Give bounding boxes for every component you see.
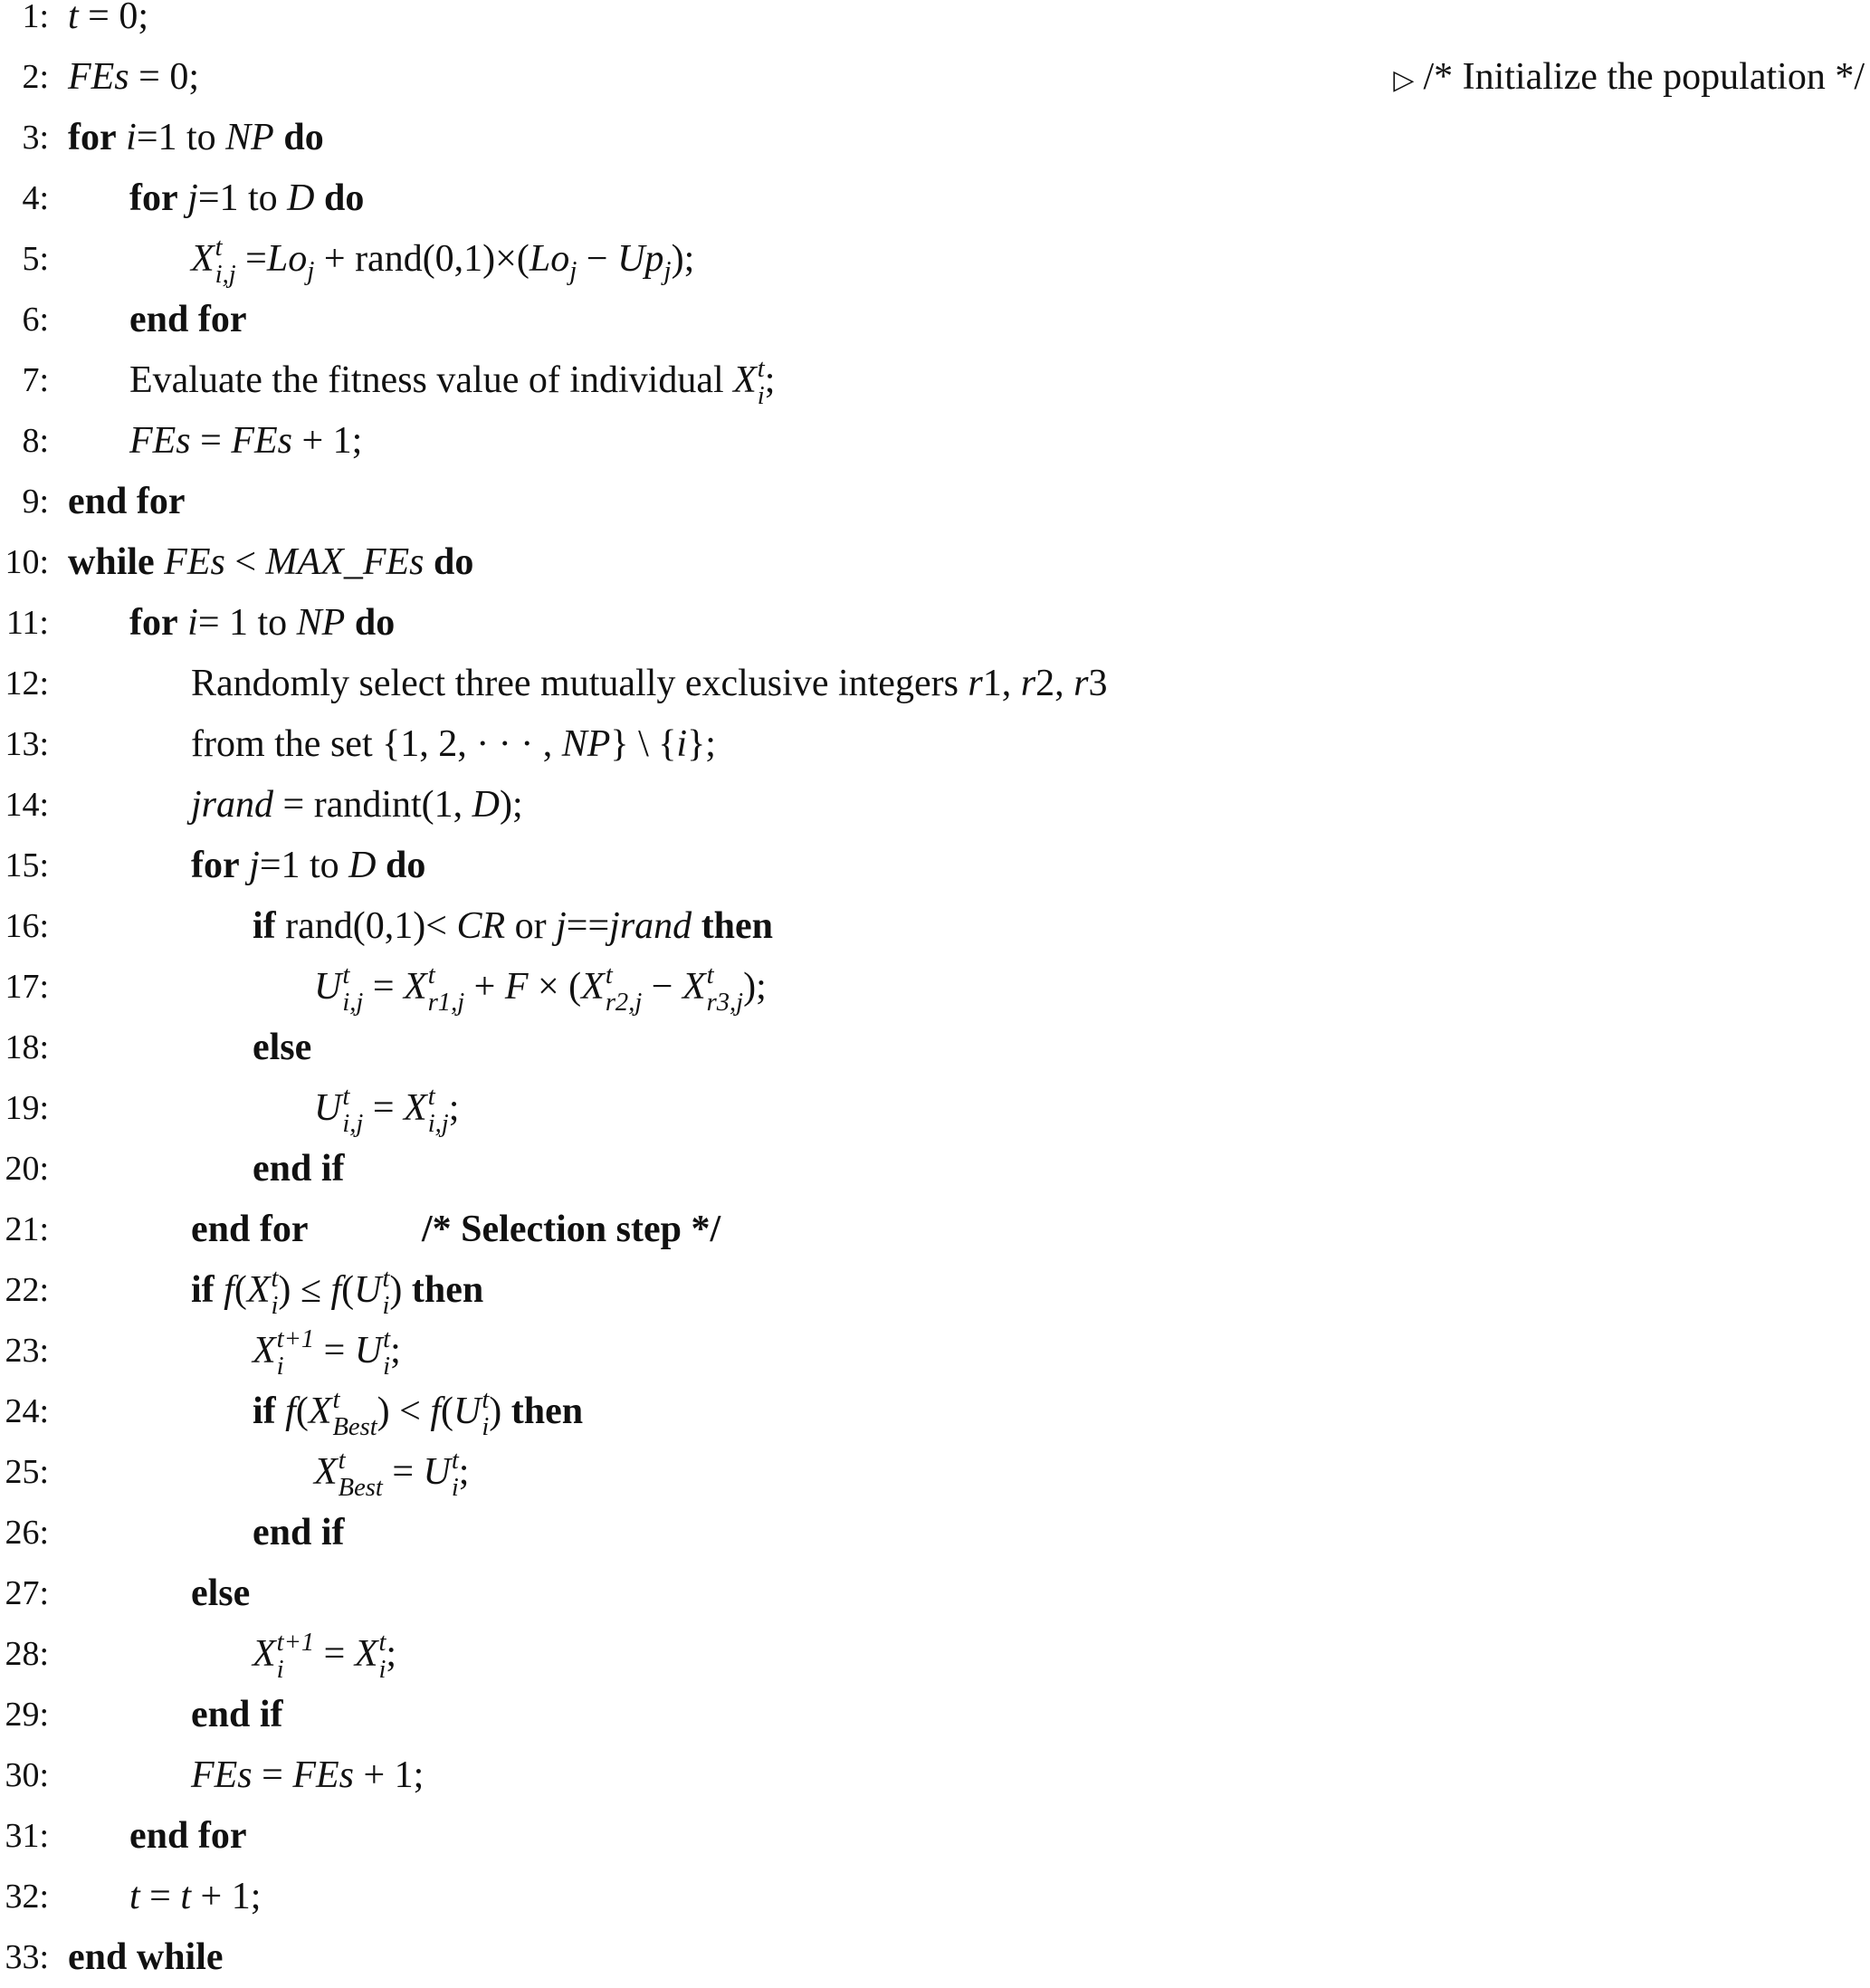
statement: from the set {1, 2, · · · , NP} \ {i}; — [191, 723, 716, 765]
line-number: 5: — [22, 240, 49, 278]
algorithm-line — [0, 593, 1870, 654]
line-number: 19: — [5, 1089, 49, 1127]
line-number: 20: — [5, 1150, 49, 1188]
statement: FEs = FEs + 1; — [191, 1754, 425, 1796]
algorithm-line — [0, 1745, 1870, 1806]
algorithm-line — [0, 836, 1870, 896]
algorithm-line — [0, 1503, 1870, 1563]
algorithm-line — [0, 290, 1870, 350]
statement: X t+1 i = U t i ; — [253, 1325, 401, 1381]
algorithm-line — [0, 1867, 1870, 1927]
statement: end for — [191, 1209, 309, 1250]
algorithm-line — [0, 350, 1870, 411]
statement: while FEs < MAX_FEs do — [68, 541, 474, 583]
line-number: 31: — [5, 1817, 49, 1855]
algorithm-line — [0, 532, 1870, 593]
algorithm-line — [0, 1321, 1870, 1381]
algorithm-line — [0, 654, 1870, 714]
line-number: 8: — [22, 422, 49, 460]
statement: U t i,j = X t i,j ; — [314, 1083, 460, 1139]
line-number: 10: — [5, 543, 49, 581]
statement: for j=1 to D do — [191, 845, 426, 886]
algorithm-line — [0, 1442, 1870, 1503]
line-number: 16: — [5, 907, 49, 945]
line-number: 22: — [5, 1271, 49, 1309]
statement: end while — [68, 1936, 224, 1978]
algorithm-line — [0, 714, 1870, 775]
statement: Evaluate the fitness value of individual X t i ; — [129, 355, 776, 411]
line-number: 11: — [5, 604, 49, 642]
statement: X t i,j $=Lo_j$ + $rand(0,1)\times(Lo_j - Up_j)$; — [191, 234, 695, 290]
statement: end for — [68, 481, 186, 522]
line-number: 3: — [22, 119, 49, 157]
algorithm-line — [0, 1685, 1870, 1745]
algorithm-line — [0, 1927, 1870, 1988]
statement: if rand(0,1)< CR or j==jrand then — [253, 905, 774, 947]
algorithm-line — [0, 1563, 1870, 1624]
line-number: 33: — [5, 1938, 49, 1976]
algorithm-line — [0, 472, 1870, 532]
statement: jrand = randint(1, D); — [191, 784, 523, 826]
line-number: 2: — [22, 58, 49, 96]
statement: for i= 1 to NP do — [129, 602, 396, 644]
algorithm-line — [0, 1624, 1870, 1685]
algorithm-line — [0, 957, 1870, 1018]
line-number: 6: — [22, 301, 49, 339]
algorithm-line — [0, 108, 1870, 168]
line-number: 32: — [5, 1878, 49, 1916]
statement: if f(X t Best ) < f(U t i ) then — [253, 1386, 584, 1442]
line-number: 1: — [22, 0, 49, 35]
line-number: 18: — [5, 1028, 49, 1066]
statement: t = t + 1; — [129, 1876, 262, 1917]
line-number: 28: — [5, 1635, 49, 1673]
statement: U t i,j = X t r1,j + F × (X t r2,j − X t r3,j ); — [314, 961, 767, 1018]
algorithm-line — [0, 896, 1870, 957]
statement: end if — [191, 1694, 283, 1735]
line-number: 4: — [22, 179, 49, 217]
statement: else — [253, 1027, 312, 1068]
algorithm-line — [0, 47, 1870, 108]
line-number: 27: — [5, 1574, 49, 1612]
line-number: 14: — [5, 786, 49, 824]
statement: if f(X t i ) ≤ f(U t i ) then — [191, 1265, 484, 1321]
algorithm-line — [0, 0, 1870, 47]
algorithm-line — [0, 1806, 1870, 1867]
statement: end if — [253, 1512, 345, 1553]
comment: /* Selection step */ — [422, 1209, 721, 1250]
algorithm-line — [0, 1260, 1870, 1321]
line-number: 13: — [5, 725, 49, 763]
line-number: 21: — [5, 1210, 49, 1248]
algorithm-line — [0, 229, 1870, 290]
triangle-right-icon: ▷ — [1393, 65, 1415, 95]
algorithm-line — [0, 1139, 1870, 1199]
algorithm-line — [0, 168, 1870, 229]
statement: FEs = 0; — [68, 56, 200, 98]
algorithm-line — [0, 1078, 1870, 1139]
comment: ▷ /* Initialize the population */ — [1393, 56, 1865, 98]
line-number: 24: — [5, 1392, 49, 1430]
statement: for j=1 to D do — [129, 177, 365, 219]
statement: end for — [129, 1815, 247, 1857]
line-number: 23: — [5, 1332, 49, 1370]
line-number: 7: — [22, 361, 49, 399]
algorithm-line — [0, 775, 1870, 836]
line-number: 12: — [5, 664, 49, 702]
line-number: 25: — [5, 1453, 49, 1491]
statement: FEs = FEs + 1; — [129, 420, 363, 462]
line-number: 15: — [5, 846, 49, 884]
algorithm-line — [0, 411, 1870, 472]
line-number: 29: — [5, 1696, 49, 1734]
algorithm-line — [0, 1199, 1870, 1260]
line-number: 17: — [5, 968, 49, 1006]
statement: else — [191, 1572, 251, 1614]
statement: end for — [129, 299, 247, 340]
statement: end if — [253, 1148, 345, 1190]
statement: t = 0; — [68, 0, 149, 37]
line-number: 9: — [22, 483, 49, 521]
line-number: 26: — [5, 1514, 49, 1552]
statement: X t+1 i = X t i ; — [253, 1629, 397, 1685]
statement: for i=1 to NP do — [68, 117, 324, 158]
statement: Randomly select three mutually exclusive integers r1, r2, r3 — [191, 663, 1108, 704]
algorithm-line — [0, 1381, 1870, 1442]
algorithm-line — [0, 1018, 1870, 1078]
statement: X t Best = U t i ; — [314, 1447, 470, 1503]
line-number: 30: — [5, 1756, 49, 1794]
